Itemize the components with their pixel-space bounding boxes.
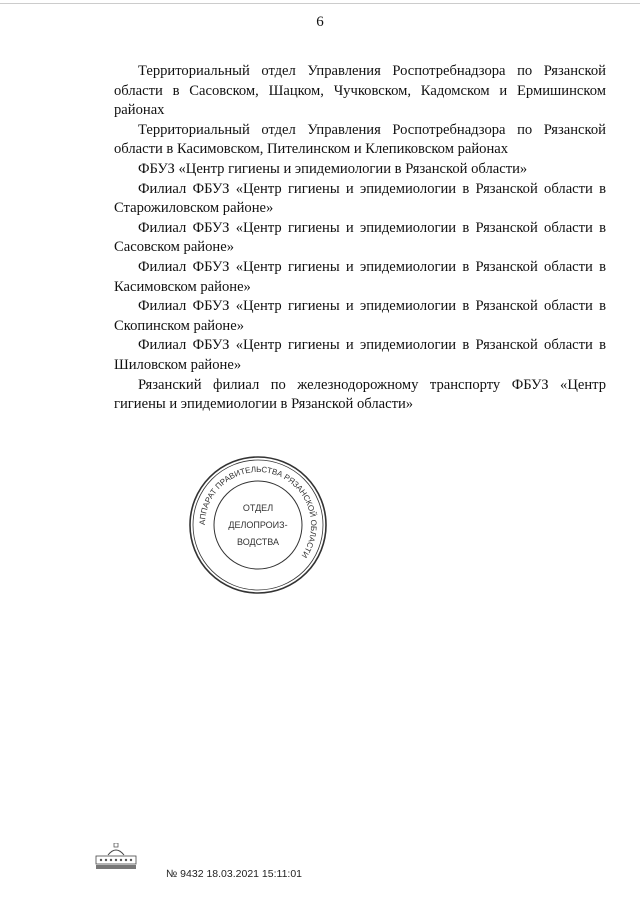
paragraph: Филиал ФБУЗ «Центр гигиены и эпидемиологии в Рязанской области в Сасовском районе» [114,219,606,256]
paragraph: Филиал ФБУЗ «Центр гигиены и эпидемиологии в Рязанской области в Старожиловском районе» [114,180,606,217]
paragraph: Рязанский филиал по железнодорожному транспорту ФБУЗ «Центр гигиены и эпидемиологии в Рязанской области» [114,376,606,413]
stamp-ring-text: АППАРАТ ПРАВИТЕЛЬСТВА РЯЗАНСКОЙ ОБЛАСТИ [197,464,319,560]
stamp-line: ВОДСТВА [236,537,280,547]
paragraph: ФБУЗ «Центр гигиены и эпидемиологии в Рязанской области» [138,160,528,177]
registration-stamp: № 9432 18.03.2021 15:11:01 [166,868,303,880]
document-body [114,62,606,415]
paragraph: Территориальный отдел Управления Роспотребнадзора по Рязанской области в Сасовском, Шацком, Чучковском, Кадомском и Ермишинском районах [114,63,606,119]
office-stamp [188,455,328,595]
stamp-line: ДЕЛОПРОИЗ- [228,520,288,530]
paragraph: Территориальный отдел Управления Роспотребнадзора по Рязанской области в Касимовском, Пителинском и Клепиковском районах [114,121,606,158]
paragraph: Филиал ФБУЗ «Центр гигиены и эпидемиологии в Рязанской области в Скопинском районе» [114,298,606,334]
registry-logo-icon [94,843,138,873]
stamp-line: ОТДЕЛ [242,503,274,513]
page-number: 6 [316,14,324,30]
paragraph: Филиал ФБУЗ «Центр гигиены и эпидемиологии в Рязанской области в Касимовском районе» [114,258,606,295]
paragraph: Филиал ФБУЗ «Центр гигиены и эпидемиологии в Рязанской области в Шиловском районе» [114,337,606,373]
scan-edge-line [0,3,640,4]
